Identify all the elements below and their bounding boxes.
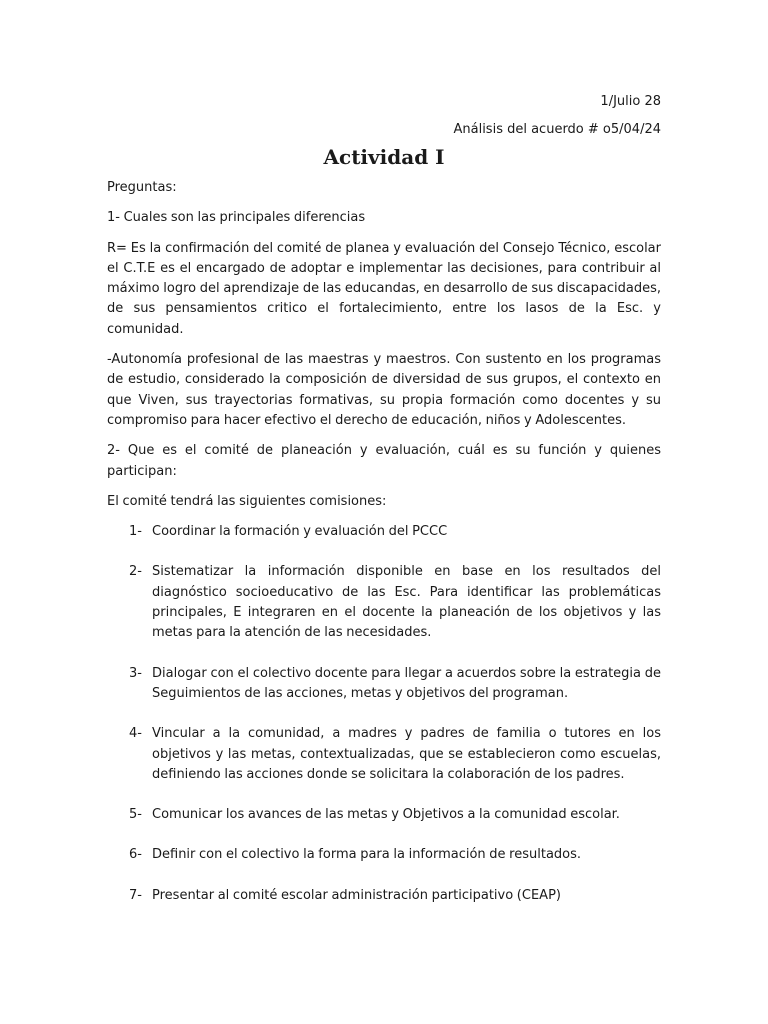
question-2: 2- Que es el comité de planeación y evaluación, cuál es su función y quienes participan: <box>107 443 661 479</box>
document-date: 1/Julio 28 <box>600 94 661 109</box>
list-item-text: Presentar al comité escolar administración participativo (CEAP) <box>152 887 561 903</box>
list-item-number: 6- <box>129 847 142 863</box>
commissions-list <box>107 522 661 906</box>
list-item-number: 2- <box>129 564 142 580</box>
questions-label: Preguntas: <box>107 180 177 195</box>
list-item-number: 3- <box>129 665 142 681</box>
list-item <box>107 805 661 825</box>
list-item-text: Sistematizar la información disponible en base en los resultados del diagnóstico socioeducativo de las Esc. Para identificar las problemáticas principales, E integraren en el docente la planeación de los objetivos y las metas para la atención de las necesidades. <box>152 564 661 641</box>
document-body <box>107 92 661 926</box>
list-item <box>107 724 661 785</box>
list-item-text: Coordinar la formación y evaluación del PCCC <box>152 524 448 540</box>
list-item-text: Definir con el colectivo la forma para la información de resultados. <box>152 847 582 863</box>
list-item <box>107 845 661 865</box>
list-item-text: Comunicar los avances de las metas y Objetivos a la comunidad escolar. <box>152 807 620 823</box>
list-item-number: 4- <box>129 726 142 742</box>
question-1: 1- Cuales son las principales diferencias <box>107 210 366 226</box>
list-item-number: 1- <box>129 524 142 540</box>
list-item <box>107 664 661 705</box>
document-title: Actividad I <box>323 145 445 169</box>
list-item-text: Dialogar con el colectivo docente para llegar a acuerdos sobre la estrategia de Seguimientos de las acciones, metas y objetivos del programan. <box>152 665 661 701</box>
answer-1: R= Es la confirmación del comité de planea y evaluación del Consejo Técnico, escolar el C.T.E es el encargado de adoptar e implementar las decisiones, para contribuir al máximo logro del aprendizaje de las educandas, en desarrollo de sus discapacidades, de sus pensamientos critico el fortalecimiento, entre los lasos de la Esc. y comunidad. <box>107 240 661 337</box>
agreement-reference: Análisis del acuerdo # o5/04/24 <box>453 122 661 137</box>
commissions-intro: El comité tendrá las siguientes comisiones: <box>107 493 387 509</box>
autonomy-paragraph: -Autonomía profesional de las maestras y maestros. Con sustento en los programas de estudio, considerado la composición de diversidad de sus grupos, el contexto en que Viven, sus trayectorias formativas, su propia formación como docentes y su compromiso para hacer efectivo el derecho de educación, niños y Adolescentes. <box>107 352 661 428</box>
list-item <box>107 562 661 643</box>
list-item <box>107 522 661 542</box>
list-item-number: 7- <box>129 887 142 903</box>
list-item-text: Vincular a la comunidad, a madres y padres de familia o tutores en los objetivos y las metas, contextualizadas, que se establecieron como escuelas, definiendo las acciones donde se solicitara la colaboración de los padres. <box>152 726 661 782</box>
list-item-number: 5- <box>129 807 142 823</box>
list-item <box>107 886 661 906</box>
